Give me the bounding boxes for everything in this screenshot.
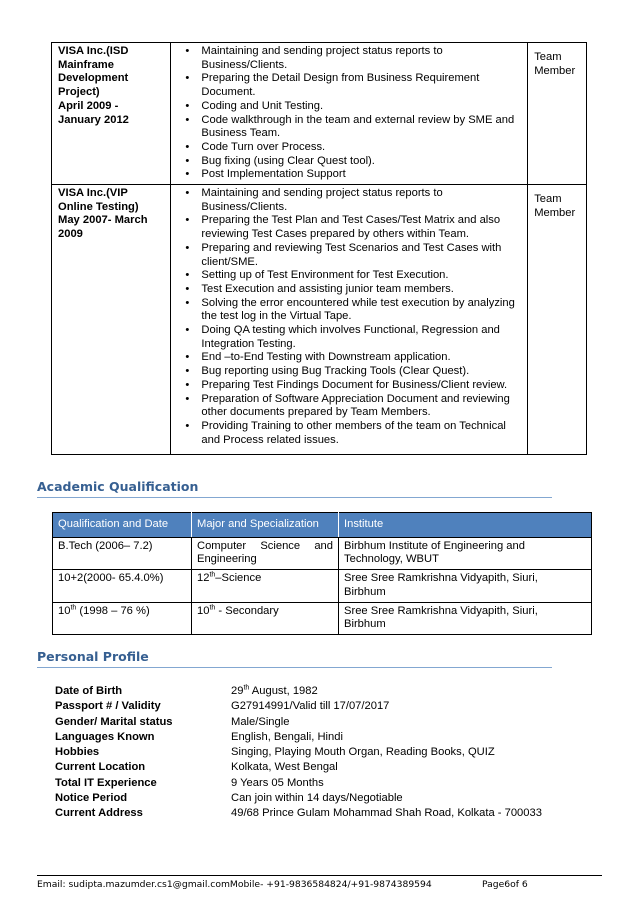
- personal-profile: [55, 684, 542, 822]
- role-line: Member: [534, 206, 576, 219]
- task-list: [179, 45, 521, 182]
- role-line: Member: [534, 64, 576, 77]
- major-text: - Secondary: [215, 604, 279, 617]
- list-item: • Preparing and reviewing Test Scenarios and Test Cases with client/SME.: [201, 242, 521, 269]
- table-row: [53, 537, 592, 569]
- profile-value-text: August, 1982: [249, 685, 318, 697]
- role-line: Team: [534, 193, 562, 206]
- qualification-text: B.Tech (2006– 7.2): [58, 539, 153, 552]
- table-row: [53, 570, 592, 602]
- profile-value: [231, 684, 318, 699]
- profile-label: Current Address: [55, 807, 143, 820]
- list-item: [55, 715, 542, 730]
- profile-label: Languages Known: [55, 730, 155, 743]
- profile-value-text: 29: [231, 685, 244, 697]
- academic-table: [52, 512, 592, 635]
- major-cell: [192, 602, 339, 634]
- list-item: • Doing QA testing which involves Functional, Regression and Integration Testing.: [201, 324, 521, 351]
- profile-value: Can join within 14 days/Negotiable: [231, 792, 403, 805]
- profile-value: Singing, Playing Mouth Organ, Reading Books, QUIZ: [231, 746, 495, 759]
- major-text: 10: [197, 604, 210, 617]
- major-text: 12: [197, 572, 210, 585]
- list-item: • Setting up of Test Environment for Test Execution.: [201, 269, 521, 283]
- qualification-cell: [53, 570, 192, 602]
- client-line: May 2007- March: [58, 214, 148, 227]
- task-list: [179, 187, 521, 447]
- client-line: Mainframe: [58, 58, 114, 71]
- major-cell: [192, 537, 339, 569]
- list-item: • Providing Training to other members of the team on Technical and Process related issues.: [201, 420, 521, 447]
- client-line: January 2012: [58, 113, 129, 126]
- institute-line: Birbhum: [344, 585, 386, 598]
- qualification-text: 10: [58, 604, 71, 617]
- profile-value: Male/Single: [231, 715, 290, 728]
- project-table: [51, 42, 587, 455]
- client-line: 2009: [58, 228, 83, 241]
- profile-label: Notice Period: [55, 792, 128, 805]
- list-item: • Maintaining and sending project status reports to Business/Clients.: [201, 45, 521, 72]
- qualification-text: (1998 – 76 %): [76, 604, 150, 617]
- list-item: • Bug reporting using Bug Tracking Tools (Clear Quest).: [201, 365, 521, 379]
- list-item: • Preparation of Software Appreciation Document and reviewing other documents prepared by Team Members.: [201, 393, 521, 420]
- institute-line: Birbhum Institute of Engineering and: [344, 539, 525, 552]
- section-divider: [37, 497, 552, 498]
- superscript: th: [209, 603, 216, 611]
- profile-value: G27914991/Valid till 17/07/2017: [231, 700, 390, 713]
- role-line: Team: [534, 51, 562, 63]
- client-line: VISA Inc.(ISD: [58, 45, 129, 57]
- institute-cell: [339, 537, 592, 569]
- list-item: • Solving the error encountered while test execution by analyzing the test log in the Virtual Tape.: [201, 297, 521, 324]
- profile-label: Passport # / Validity: [55, 700, 161, 713]
- client-line: Online Testing): [58, 200, 139, 213]
- superscript: th: [209, 571, 216, 579]
- list-item: [55, 806, 542, 821]
- role-cell: [528, 185, 587, 455]
- major-line: Engineering: [197, 553, 257, 566]
- column-header: Major and Specialization: [192, 513, 339, 538]
- list-item: • Preparing the Test Plan and Test Cases/Test Matrix and also reviewing Test Cases prepared by others within Team.: [201, 214, 521, 241]
- section-heading-personal: Personal Profile: [37, 649, 149, 664]
- profile-label: Total IT Experience: [55, 776, 157, 789]
- client-line: VISA Inc.(VIP: [58, 187, 128, 200]
- role-cell: [528, 43, 587, 185]
- list-item: [55, 776, 542, 791]
- profile-label: Current Location: [55, 761, 146, 774]
- client-line: Development: [58, 72, 129, 85]
- list-item: [55, 730, 542, 745]
- profile-value: English, Bengali, Hindi: [231, 730, 343, 743]
- qualification-text: 10+2(2000- 65.4.0%): [58, 572, 164, 585]
- major-cell: [192, 570, 339, 602]
- list-item: • Preparing the Detail Design from Business Requirement Document.: [201, 72, 521, 99]
- client-cell: [52, 185, 171, 455]
- table-header-row: [53, 513, 592, 538]
- table-row: [52, 185, 587, 455]
- list-item: • Code Turn over Process.: [201, 141, 521, 155]
- list-item: • Maintaining and sending project status reports to Business/Clients.: [201, 187, 521, 214]
- list-item: [55, 684, 542, 699]
- client-line: April 2009 -: [58, 99, 119, 112]
- footer-contact: Email: sudipta.mazumder.cs1@gmail.comMobile- +91-9836584824/+91-9874389594: [37, 879, 432, 890]
- institute-line: Birbhum: [344, 618, 386, 631]
- client-line: Project): [58, 86, 100, 99]
- superscript: th: [243, 684, 250, 692]
- qualification-cell: [53, 537, 192, 569]
- list-item: • Code walkthrough in the team and external review by SME and Business Team.: [201, 114, 521, 141]
- page-number: Page6of 6: [482, 879, 528, 890]
- institute-line: Sree Sree Ramkrishna Vidyapith, Siuri,: [344, 572, 538, 585]
- list-item: [55, 791, 542, 806]
- client-cell: [52, 43, 171, 185]
- list-item: [55, 699, 542, 714]
- table-row: [52, 43, 587, 185]
- major-line: Computer Science and: [197, 539, 333, 552]
- table-row: [53, 602, 592, 634]
- list-item: • Bug fixing (using Clear Quest tool).: [201, 155, 521, 169]
- column-header: Qualification and Date: [53, 513, 192, 538]
- profile-value: 9 Years 05 Months: [231, 776, 324, 789]
- list-item: • Test Execution and assisting junior team members.: [201, 283, 521, 297]
- list-item: • Preparing Test Findings Document for Business/Client review.: [201, 379, 521, 393]
- institute-cell: [339, 602, 592, 634]
- profile-value: Kolkata, West Bengal: [231, 761, 338, 774]
- major-text: –Science: [215, 572, 262, 585]
- profile-label: Gender/ Marital status: [55, 715, 173, 728]
- institute-cell: [339, 570, 592, 602]
- profile-label: Hobbies: [55, 746, 100, 759]
- qualification-cell: [53, 602, 192, 634]
- list-item: • End –to-End Testing with Downstream application.: [201, 351, 521, 365]
- institute-line: Sree Sree Ramkrishna Vidyapith, Siuri,: [344, 604, 538, 617]
- profile-label: Date of Birth: [55, 685, 123, 697]
- profile-value: 49/68 Prince Gulam Mohammad Shah Road, Kolkata - 700033: [231, 807, 542, 820]
- list-item: [55, 745, 542, 760]
- list-item: • Coding and Unit Testing.: [201, 100, 521, 114]
- superscript: th: [70, 603, 77, 611]
- column-header: Institute: [339, 513, 592, 538]
- tasks-cell: [171, 43, 528, 185]
- footer-divider: [37, 875, 602, 876]
- tasks-cell: [171, 185, 528, 455]
- list-item: [55, 760, 542, 775]
- section-divider: [37, 667, 552, 668]
- list-item: • Post Implementation Support: [201, 168, 521, 182]
- institute-line: Technology, WBUT: [344, 553, 439, 566]
- section-heading-academic: Academic Qualification: [37, 479, 199, 494]
